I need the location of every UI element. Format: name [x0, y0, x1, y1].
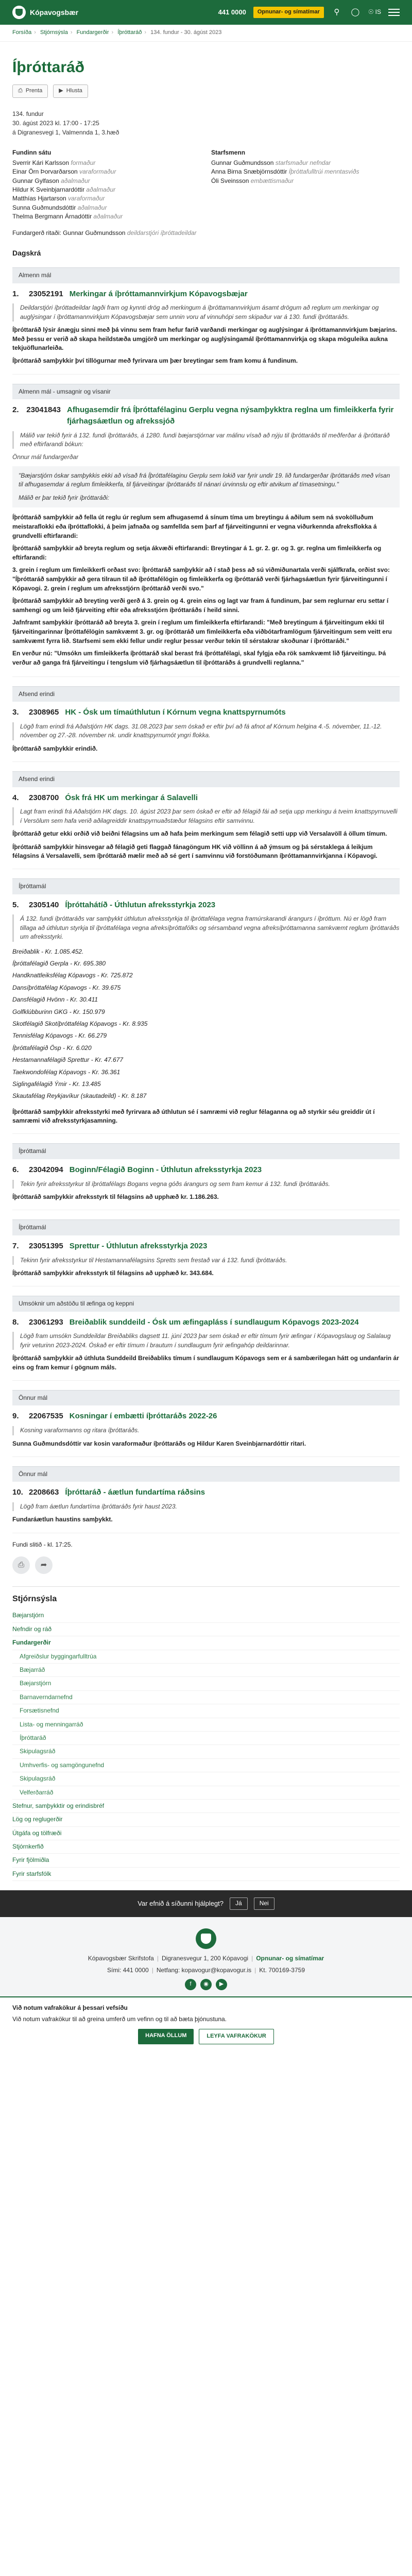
- agenda-heading: Dagskrá: [12, 248, 41, 257]
- grant-list: [12, 946, 400, 1103]
- agenda-item: [12, 894, 400, 1134]
- breadcrumb-item[interactable]: Íþróttaráð: [117, 29, 142, 36]
- section-nav-item[interactable]: Íþróttaráð: [12, 1732, 400, 1745]
- section-nav-item[interactable]: Fyrir fjölmiðla: [12, 1854, 400, 1867]
- section-nav-item[interactable]: Stjórnkerfið: [12, 1840, 400, 1854]
- attendee: Matthías Hjartarson varaformaður: [12, 195, 105, 202]
- cookie-reject-button[interactable]: HAFNA ÖLLUM: [138, 2029, 194, 2044]
- section-label: Íþróttamál: [12, 878, 400, 894]
- staff-heading: Starfsmenn: [211, 149, 246, 157]
- main-content: [0, 56, 412, 1881]
- item-lead: Tekinn fyrir afreksstyrkur til Hestamannafélagsins Spretts sem frestað var á 132. fundi íþróttaráðs.: [12, 1256, 400, 1265]
- item-lead: Deildarstjóri íþróttadeildar lagði fram og kynnti drög að merkingum á íþróttamannvirkjum ásamt drögum að reglum um merkingar og auglýsingar í íþróttamannvirkjum Kópavogsbæjar sem unnin voru af vinnuhópi sem skipaður var á 130. fundi íþróttaráðs.: [12, 303, 400, 321]
- feedback-question: Var efnið á síðunni hjálplegt?: [138, 1899, 224, 1907]
- section-nav-item[interactable]: Bæjarráð: [12, 1664, 400, 1677]
- agenda-item: [12, 283, 400, 375]
- agenda-item: [12, 1405, 400, 1457]
- section-nav-item[interactable]: Bæjarstjórn: [12, 1609, 400, 1622]
- section-navigation: [12, 1586, 400, 1881]
- section-nav-item[interactable]: Afgreiðslur byggingarfulltrúa: [12, 1650, 400, 1664]
- cookie-title: Við notum vafrakökur á þessari vefsíðu: [12, 2004, 128, 2012]
- breadcrumb-item[interactable]: Forsíða: [12, 29, 32, 36]
- staff-member: Óli Sveinsson embættismaður: [211, 177, 294, 184]
- breadcrumb-item[interactable]: Fundargerðir: [76, 29, 109, 36]
- share-bar: [12, 1556, 400, 1574]
- item-decision: Sunna Guðmundsdóttir var kosin varaformaður íþróttaráðs og Hildur Karen Sveinbjarnardóttir ritari.: [12, 1439, 306, 1447]
- grant-row: Íþróttafélagið Gerpla - Kr. 695.380: [12, 960, 106, 968]
- print-button[interactable]: [12, 84, 48, 98]
- cookie-text: Við notum vafrakökur til að greina umferð um vefinn og til að bæta þjónustuna.: [12, 2015, 227, 2023]
- agenda-item: [12, 1235, 400, 1287]
- agenda-item: [12, 1312, 400, 1381]
- grant-row: Skautafélag Reykjavíkur (skautadeild) - Kr. 8.187: [12, 1092, 147, 1100]
- meeting-info: [12, 109, 400, 137]
- agenda-item-title[interactable]: 5. 2305140 Íþróttahátíð - Úthlutun afreksstyrkja 2023: [12, 900, 216, 909]
- listen-label: Hlusta: [66, 88, 82, 94]
- section-label: Umsóknir um aðstöðu til æfinga og keppni: [12, 1296, 400, 1311]
- facebook-icon[interactable]: f: [185, 1979, 196, 1990]
- section-nav-item[interactable]: Fyrir starfsfólk: [12, 1868, 400, 1881]
- section-label: Afsend erindi: [12, 771, 400, 787]
- agenda-item-title[interactable]: 1. 23052191 Merkingar á íþróttamannvirkjum Kópavogsbæjar: [12, 289, 248, 298]
- section-label: Almenn mál: [12, 267, 400, 283]
- header-phone[interactable]: 441 0000: [218, 8, 246, 16]
- attendees-heading: Fundinn sátu: [12, 149, 52, 157]
- item-decision: Íþróttaráð samþykkir því tillögurnar með fyrirvara um þær breytingar sem fram komu á fundinum.: [12, 357, 298, 365]
- grant-row: Taekwondofélag Kópavogs - Kr. 36.361: [12, 1068, 121, 1076]
- grant-row: Hestamannafélagið Sprettur - Kr. 47.677: [12, 1056, 124, 1064]
- item-decision: Íþróttaráð samþykkir afreksstyrk til félagsins að upphæð kr. 1.186.263.: [12, 1193, 219, 1201]
- breadcrumb: Forsíða › Stjórnsýsla › Fundargerðir › Íþróttaráð › 134. fundur - 30. ágúst 2023: [0, 25, 412, 42]
- item-decision: Fundaráætlun haustins samþykkt.: [12, 1516, 113, 1523]
- item-decision: Íþróttaráð samþykkir afreksstyrk til félagsins að upphæð kr. 343.684.: [12, 1269, 214, 1277]
- agenda-item-title[interactable]: 9. 22067535 Kosningar í embætti íþróttaráðs 2022-26: [12, 1412, 217, 1421]
- agenda-item-title[interactable]: 7. 23051395 Sprettur - Úthlutun afreksstyrkja 2023: [12, 1241, 208, 1250]
- section-nav-item[interactable]: Nefndir og ráð: [12, 1623, 400, 1636]
- agenda-item: [12, 787, 400, 870]
- attendee: Thelma Bergmann Árnadóttir aðalmaður: [12, 213, 123, 221]
- section-label: Önnur mál: [12, 1466, 400, 1482]
- item-decision: Íþróttaráð samþykkir erindið.: [12, 744, 98, 752]
- section-label: Íþróttamál: [12, 1143, 400, 1159]
- open-hours-button[interactable]: Opnunar- og símatímar: [253, 7, 324, 18]
- section-nav-item[interactable]: Fundargerðir: [12, 1636, 400, 1650]
- attendee: Gunnar Gylfason aðalmaður: [12, 177, 90, 184]
- footer-contact: Sími: 441 0000 | Netfang: kopavogur@kopavogur.is | Kt. 700169-3759: [107, 1967, 305, 1974]
- staff-member: Anna Birna Snæbjörnsdóttir Íþróttafulltrúi menntasviðs: [211, 168, 359, 176]
- item-lead: Kosning varaformanns og ritara íþróttaráðs.: [12, 1426, 400, 1435]
- item-lead: Á 132. fundi íþróttaráðs var samþykkt úthlutun afreksstyrkja til íþróttafélaga vegna framúrskarandi árangurs í íþróttum. Nú er lögð fram tillaga að úthlutun styrkja til íþróttafélaga vegna afreksíþróttafólks og sérsamband vegna afreksíþróttamanna samkvæmt reglum íþróttaráðs um afreksstyrki.: [12, 914, 400, 941]
- feedback-bar: [0, 1890, 412, 1917]
- attendee: Einar Örn Þorvarðarson varaformaður: [12, 168, 116, 176]
- item-decision: Íþróttaráð lýsir ánægju sinni með þá vinnu sem fram hefur farið varðandi merkingar og auglýsingar á íþróttamannvirkjum bæjarins. Með þessu er verið að skapa heildstæða umgjörð um merkingar og auglýsingamál íþróttamannvirkja og skapa möguleika aukna tekjuöflunarleiða.: [12, 326, 397, 351]
- page-title: Íþróttaráð: [12, 58, 85, 76]
- search-icon[interactable]: ⚲: [334, 8, 340, 17]
- site-header: [0, 0, 412, 25]
- item-note: Önnur mál fundargerðar: [12, 453, 79, 461]
- grant-row: Handknattleiksfélag Kópavogs - Kr. 725.872: [12, 972, 133, 979]
- item-decision-block: Íþróttaráð samþykkir að fella út reglu úr reglum sem afhugasemd á sínum tíma um breytingu á aðilum sem ná svokölluðum meistaraflokki eða íþróttaflokki, á þeim jafnaða og samfellda sem þarf af fjárveitingunni er vegna viðurkennda afreksflokka á grundvelli eftirfarandi: Íþróttaráð samþykkir að breyta reglum og setja ákvæði eftirfarandi: Breytingar á 1. gr. 2. gr. og 3. gr. reglna um fimleikkerfa og eftirfarandi: 3. grein í reglum um fimleikkerfi orðast svo: Íþróttaráð samþykkir að í stað þess að sú viðmiðunartala verði sjálfkrafa, orðist svo: "Íþróttaráð samþykkir að gera tilraun til að íþróttafélögin og fimleikkerfa og íþróttaráð verði fjárhagsáætlun fyrir fjárveitingunni í Kópavogi. 2. grein í reglum um afreksstjórn íþróttaráð verði svo." Íþróttaráð samþykkir að breyting verði gerð á 3. grein og 4. grein eins og lagt var fram á fundinum, þar sem reglurnar eru settar í samhengi og um leið fjárveiting eftir eða afreksstjórn íþróttaráðs í heild sinni. Jafnframt samþykkir íþróttaráð að breyta 3. grein í reglum um fimleikkerfa eftirfarandi: "Með breytingum á fjárveitingum ekki til fjárveitingarinnar Íþróttafélögin samkvæmt 3. gr. og íþróttaráð um fimleikkerfa eða viðbótarframlögum fjárveitingum sem veitt eru samkvæmt fyrra lið. Starfsemi sem ekki fellur undir reglur þessar verður tekin til sérstakrar skoðunar í íþróttaráði." En verður nú: "Umsókn um fimleikkerfa íþróttaráð skal berast frá íþróttafélagi, skal fylgja eða rök samkvæmt lið fjárveitingu. Þá verður að ganga frá fjárveitingu í tengslum við fjárhagsáætlun til íþróttaráðs á grundvelli reglanna.": [12, 513, 392, 666]
- breadcrumb-current: 134. fundur - 30. ágúst 2023: [150, 29, 222, 36]
- section-nav-item[interactable]: Stefnur, samþykktir og erindisbréf: [12, 1800, 400, 1813]
- site-logo[interactable]: [12, 6, 78, 19]
- accessibility-icon[interactable]: ◯: [351, 8, 360, 17]
- meeting-place: á Digranesvegi 1, Valmennda 1, 3.hæð: [12, 129, 119, 137]
- section-nav-item[interactable]: Barnaverndarnefnd: [12, 1691, 400, 1704]
- globe-icon: ☉: [368, 8, 374, 16]
- section-nav-item[interactable]: Útgáfa og tölfræði: [12, 1827, 400, 1840]
- cookie-banner: [0, 1996, 412, 2050]
- item-lead: Lagt fram erindi frá Aðalstjórn HK dags. 10. ágúst 2023 þar sem óskað er eftir að félagið fái að setja upp merkingu á tveim knattspyrnuvelli í Versölum sem hafa verið aðilagreiddir knattspyrnuaðstæður félagsins eftir samvinnu.: [12, 807, 400, 825]
- section-nav-item[interactable]: Umhverfis- og samgöngunefnd: [12, 1759, 400, 1772]
- section-label: Afsend erindi: [12, 686, 400, 702]
- section-nav-item[interactable]: Skipulagsráð: [12, 1772, 400, 1786]
- item-lead: Lögð fram áætlun fundartíma íþróttaráðs fyrir haust 2023.: [12, 1502, 400, 1511]
- agenda-item-title[interactable]: 4. 2308700 Ósk frá HK um merkingar á Salavelli: [12, 793, 198, 802]
- section-label: Önnur mál: [12, 1390, 400, 1405]
- grant-row: Dansfélagið Hvönn - Kr. 30.411: [12, 996, 98, 1004]
- print-icon: ⎙: [18, 88, 23, 94]
- site-footer: [0, 1917, 412, 1997]
- section-nav-item[interactable]: Skipulagsráð: [12, 1745, 400, 1758]
- youtube-icon[interactable]: ▶: [216, 1979, 227, 1990]
- agenda-item-title[interactable]: 3. 2308965 HK - Ósk um tímaúthlutun í Kórnum vegna knattspyrnumóts: [12, 708, 286, 717]
- breadcrumb-item[interactable]: Stjórnsýsla: [40, 29, 68, 36]
- section-nav-item[interactable]: Bæjarstjórn: [12, 1677, 400, 1690]
- grant-row: Dansíþróttafélag Kópavogs - Kr. 39.675: [12, 984, 121, 991]
- grant-row: Breiðablik - Kr. 1.085.452.: [12, 947, 84, 955]
- coat-of-arms-icon: [12, 6, 26, 19]
- meeting-end: Fundi slitið - kl. 17:25.: [12, 1540, 73, 1548]
- print-label: Prenta: [25, 88, 43, 94]
- grant-row: Siglingafélagið Ýmir - Kr. 13.485: [12, 1080, 101, 1088]
- cookie-allow-button[interactable]: LEYFA VAFRAKÖKUR: [199, 2029, 274, 2044]
- section-nav-item[interactable]: Velferðarráð: [12, 1786, 400, 1800]
- grant-row: Íþróttafélagið Ösp - Kr. 6.020: [12, 1044, 92, 1052]
- grant-row: Golfklúbburinn GKG - Kr. 150.979: [12, 1008, 105, 1015]
- attendee: Sunna Guðmundsdóttir aðalmaður: [12, 204, 107, 211]
- feedback-yes-button[interactable]: Já: [230, 1897, 248, 1909]
- meeting-participants: [12, 148, 400, 221]
- share-icon[interactable]: ➦: [35, 1556, 53, 1574]
- item-decision: Íþróttaráð getur ekki orðið við beiðni félagsins um að hafa þeim merkingum sem félagið setti upp við Versalavöll á öllum tímum.: [12, 830, 387, 838]
- language-label: IS: [375, 8, 381, 16]
- section-nav-list: [12, 1609, 400, 1881]
- feedback-no-button[interactable]: Nei: [254, 1897, 274, 1909]
- section-nav-item[interactable]: Lög og reglugerðir: [12, 1813, 400, 1826]
- agenda-item: [12, 1482, 400, 1533]
- attendees-list: [12, 148, 201, 221]
- item-decision: Íþróttaráð samþykkir afreksstyrki með fyrirvara að úthlutun sé í samræmi við reglur félaganna og að styrkir séu greiddir út í samræmi við afreksstyrkjasamning.: [12, 1108, 375, 1125]
- cookie-actions: [12, 2029, 400, 2044]
- meeting-date: 30. ágúst 2023 kl. 17:00 - 17:25: [12, 120, 99, 127]
- grant-row: Tennisfélag Kópavogs - Kr. 66.279: [12, 1032, 107, 1040]
- item-lead: Tekin fyrir afreksstyrkur til íþróttafélags Bogans vegna góðs árangurs og sem fram kemur á 132. fundi íþróttaráðs.: [12, 1180, 400, 1189]
- agenda-item: [12, 399, 400, 677]
- attendee: Hildur K Sveinbjarnardóttir aðalmaður: [12, 185, 116, 193]
- listen-button[interactable]: [53, 84, 88, 98]
- social-links: [12, 1979, 400, 1990]
- attendee: Sverrir Kári Karlsson formaður: [12, 159, 96, 166]
- minutes-author: Fundargerð ritaði: Gunnar Guðmundsson deildarstjóri íþróttadeildar: [12, 229, 197, 236]
- item-decision: Íþróttaráð samþykkir að úthluta Sunddeild Breiðabliks tímum í sundlaugum Kópavogs sem er á sambærilegan hátt og undanfarin ár eins og fram kemur í gögnum máls.: [12, 1354, 399, 1371]
- section-label: Almenn mál - umsagnir og vísanir: [12, 384, 400, 399]
- footer-logo-icon: [196, 1928, 216, 1949]
- section-nav-item[interactable]: Forsætisnefnd: [12, 1704, 400, 1718]
- grant-row: Skotfélagið Skotíþróttafélag Kópavogs - Kr. 8.935: [12, 1020, 148, 1027]
- section-nav-item[interactable]: Lista- og menningarráð: [12, 1718, 400, 1732]
- footer-hours-link[interactable]: Opnunar- og símatímar: [256, 1954, 324, 1962]
- footer-address: Kópavogsbær Skrifstofa | Digranesvegur 1, 200 Kópavogi | Opnunar- og símatímar: [88, 1954, 324, 1962]
- item-lead: Málið var tekið fyrir á 132. fundi íþróttaráðs, á 1280. fundi bæjarstjórnar var málinu vísað að nýju til íþróttaráðs til meðferðar á íþróttaráð með eftirfarandi bókun:: [12, 431, 400, 449]
- print-icon[interactable]: ⎙: [12, 1556, 30, 1574]
- agenda-item-title[interactable]: 6. 23042094 Boginn/Félagið Boginn - Úthlutun afreksstyrkja 2023: [12, 1165, 262, 1174]
- speaker-icon: ▶: [59, 88, 63, 94]
- agenda-item-title[interactable]: 8. 23061293 Breiðablik sunddeild - Ósk um æfingapláss í sundlaugum Kópavogs 2023-2024: [12, 1317, 359, 1327]
- item-lead: Lögð fram erindi frá Aðalstjórn HK dags. 31.08.2023 þar sem óskað er eftir því að fá afnot af Kórnum helgina 4.-5. nóvember, 11.-12. nóvember og 27.-28. nóvember nk. undir knattspyrnumót yngri flokka.: [12, 722, 400, 740]
- language-selector[interactable]: [368, 8, 381, 16]
- agenda-item-title[interactable]: 10. 2208663 Íþróttaráð - áætlun fundartíma ráðsins: [12, 1488, 205, 1497]
- item-decision: Íþróttaráð samþykkir hinsvegar að félagið geti flaggað fánagöngum HK við völlinn á að ýmsum og þá sérstaklega á leikjum félagsins á Versalavelli, sem íþróttaráð mælir með að sé gert í samvinnu við forstöðumann íþróttamannvirkjanna í Kópavogi.: [12, 843, 377, 859]
- menu-icon[interactable]: [388, 9, 400, 16]
- page-toolbar: [12, 84, 400, 98]
- item-quote: "Bæjarstjórn óskar samþykkis ekki að vísað frá Íþróttafélaginu Gerplu sem lokið var fyrir undir 19. lið fundargerðar íþróttaráðs með vísan til afhugasemdar á reglum fimleikkerfa, til fjárveitingar íþróttaráðs til nánari úrvinnslu og eftir atvikum af tímasetningu." Málið er þar tekið fyrir íþróttaráði:: [12, 466, 400, 507]
- agenda-item: [12, 702, 400, 762]
- agenda-item: [12, 1159, 400, 1211]
- staff-list: [211, 148, 400, 221]
- instagram-icon[interactable]: ◉: [200, 1979, 212, 1990]
- site-name: Kópavogsbær: [30, 8, 79, 16]
- section-label: Íþróttamál: [12, 1219, 400, 1235]
- agenda-item-title[interactable]: 2. 23041843 Afhugasemdir frá Íþróttafélaginu Gerplu vegna nýsamþykktra reglna um fimleikkerfa fyrir fjárhagsáætlun og afrekssjóð: [12, 405, 394, 426]
- section-nav-heading: Stjórnsýsla: [12, 1595, 57, 1604]
- item-lead: Lögð fram umsókn Sunddeildar Breiðabliks dagsett 11. júní 2023 þar sem óskað er eftir tímum fyrir æfingar í Kópavogslaug og Salalaug fyrir veturinn 2023-2024. Óskað er eftir tímum í brautum í sundlaugum fyrir æfingahóp deildarinnar.: [12, 1332, 400, 1350]
- staff-member: Gunnar Guðmundsson starfsmaður nefndar: [211, 159, 331, 166]
- meeting-number: 134. fundur: [12, 110, 44, 118]
